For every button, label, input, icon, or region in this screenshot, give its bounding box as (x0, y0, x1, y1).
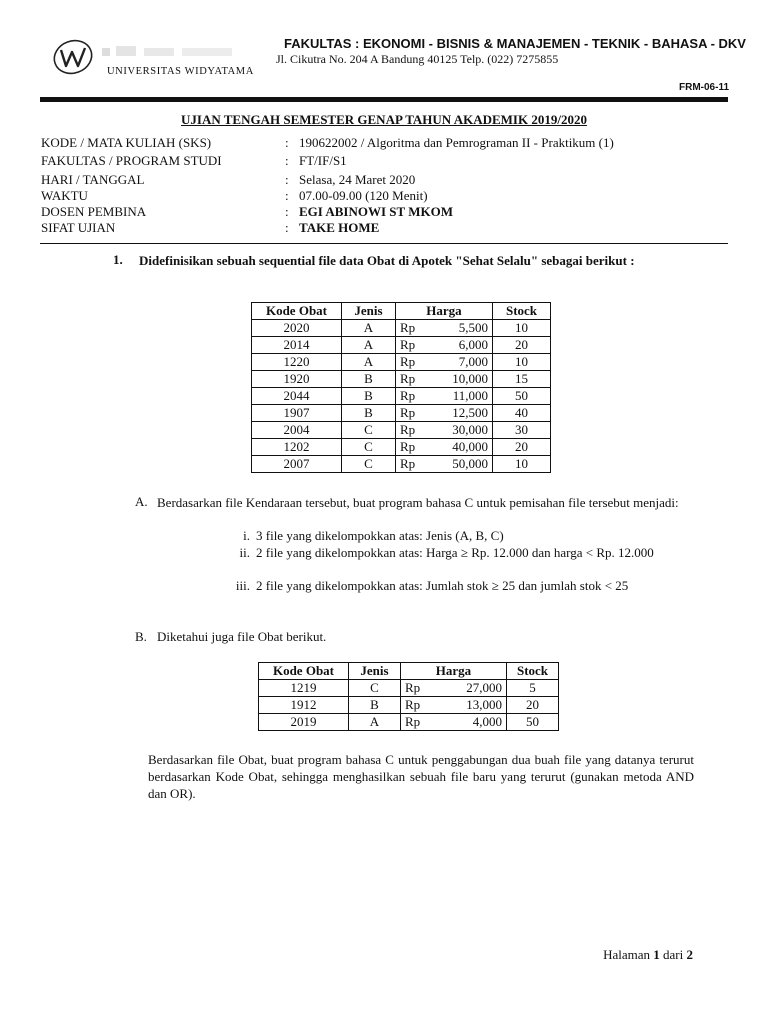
kode-cell: 2019 (259, 714, 349, 731)
form-code: FRM-06-11 (679, 82, 730, 93)
jenis-cell: C (349, 680, 401, 697)
part-a-text: Berdasarkan file Kendaraan tersebut, buat program bahasa C untuk pemisahan file tersebut menjadi: (157, 495, 679, 510)
info-value: 07.00-09.00 (120 Menit) (299, 188, 428, 203)
info-colon: : (285, 172, 289, 187)
info-label: HARI / TANGGAL (41, 172, 145, 187)
amount: 10,000 (452, 371, 488, 386)
table-row (252, 371, 551, 388)
sub-item-number: ii. (239, 545, 250, 560)
currency: Rp (400, 456, 416, 471)
table-row (259, 714, 559, 731)
address-line: Jl. Cikutra No. 204 A Bandung 40125 Telp. (022) 7275855 (276, 52, 559, 66)
amount: 5,500 (458, 320, 488, 335)
amount: 12,500 (452, 405, 488, 420)
kode-cell: 2007 (252, 456, 342, 473)
page-prefix: Halaman (603, 947, 651, 962)
amount: 27,000 (466, 680, 502, 695)
harga-cell (396, 405, 493, 422)
harga-cell (396, 354, 493, 371)
harga-cell (396, 388, 493, 405)
amount: 13,000 (466, 697, 502, 712)
stock-cell: 20 (493, 439, 551, 456)
kode-cell: 1912 (259, 697, 349, 714)
stock-cell: 40 (493, 405, 551, 422)
table-row (252, 354, 551, 371)
page-total: 2 (686, 947, 693, 962)
jenis-cell: B (342, 388, 396, 405)
stock-cell: 50 (507, 714, 559, 731)
harga-cell (396, 320, 493, 337)
currency: Rp (405, 714, 421, 729)
amount: 50,000 (452, 456, 488, 471)
table-row (252, 439, 551, 456)
kode-cell: 2044 (252, 388, 342, 405)
column-header: Jenis (349, 663, 401, 680)
jenis-cell: C (342, 456, 396, 473)
harga-cell (401, 680, 507, 697)
table-row (252, 337, 551, 354)
column-header: Stock (507, 663, 559, 680)
column-header: Jenis (342, 303, 396, 320)
harga-cell (396, 422, 493, 439)
stock-cell: 20 (507, 697, 559, 714)
stock-cell: 30 (493, 422, 551, 439)
column-header: Stock (493, 303, 551, 320)
jenis-cell: A (342, 320, 396, 337)
kode-cell: 1219 (259, 680, 349, 697)
sub-item-text: 2 file yang dikelompokkan atas: Jumlah stok ≥ 25 dan jumlah stok < 25 (256, 578, 629, 593)
currency: Rp (405, 680, 421, 695)
stock-cell: 15 (493, 371, 551, 388)
column-header: Kode Obat (252, 303, 342, 320)
info-label: KODE / MATA KULIAH (SKS) (41, 135, 212, 150)
info-label: DOSEN PEMBINA (41, 204, 147, 219)
harga-cell (396, 456, 493, 473)
sub-item-number: iii. (235, 578, 250, 593)
jenis-cell: A (342, 354, 396, 371)
university-logo (52, 36, 94, 78)
amount: 4,000 (472, 714, 502, 729)
stock-cell: 10 (493, 354, 551, 371)
obat-table-2 (258, 662, 559, 731)
sub-item-number: i. (243, 528, 250, 543)
jenis-cell: A (349, 714, 401, 731)
currency: Rp (400, 337, 416, 352)
stock-cell: 20 (493, 337, 551, 354)
page-middle: dari (663, 947, 684, 962)
jenis-cell: C (342, 422, 396, 439)
harga-cell (396, 439, 493, 456)
question-text: Didefinisikan sebuah sequential file data Obat di Apotek "Sehat Selalu" sebagai berikut : (139, 253, 635, 268)
table-row (252, 388, 551, 405)
currency: Rp (400, 422, 416, 437)
kode-cell: 1220 (252, 354, 342, 371)
kode-cell: 2020 (252, 320, 342, 337)
question-number: 1. (113, 252, 123, 267)
jenis-cell: B (342, 405, 396, 422)
faculty-line: FAKULTAS : EKONOMI - BISNIS & MANAJEMEN - TEKNIK - BAHASA - DKV (284, 36, 746, 51)
info-colon: : (285, 135, 289, 150)
stock-cell: 10 (493, 456, 551, 473)
info-colon: : (285, 204, 289, 219)
table-row (252, 405, 551, 422)
currency: Rp (400, 354, 416, 369)
info-value: 190622002 / Algoritma dan Pemrograman II - Praktikum (1) (299, 135, 614, 150)
amount: 7,000 (458, 354, 488, 369)
info-label: SIFAT UJIAN (41, 220, 116, 235)
table-row (252, 456, 551, 473)
logo-wordmark (100, 42, 240, 60)
jenis-cell: C (342, 439, 396, 456)
table-row (252, 422, 551, 439)
harga-cell (401, 714, 507, 731)
exam-title: UJIAN TENGAH SEMESTER GENAP TAHUN AKADEMIK 2019/2020 (181, 112, 587, 127)
stock-cell: 10 (493, 320, 551, 337)
table-header-row (259, 663, 559, 680)
kode-cell: 2004 (252, 422, 342, 439)
kode-cell: 1920 (252, 371, 342, 388)
info-colon: : (285, 220, 289, 235)
info-divider (40, 243, 728, 244)
currency: Rp (405, 697, 421, 712)
table-row (259, 680, 559, 697)
info-value: TAKE HOME (299, 220, 380, 235)
jenis-cell: B (342, 371, 396, 388)
table-header-row (252, 303, 551, 320)
header-divider (40, 97, 728, 102)
table-row (252, 320, 551, 337)
stock-cell: 50 (493, 388, 551, 405)
table-row (259, 697, 559, 714)
page-current: 1 (653, 947, 660, 962)
stock-cell: 5 (507, 680, 559, 697)
jenis-cell: B (349, 697, 401, 714)
closing-paragraph: Berdasarkan file Obat, buat program bahasa C untuk penggabungan dua buah file yang datanya terurut berdasarkan Kode Obat, sehingga menghasilkan sebuah file baru yang terurut (gunakan metoda AND dan OR). (148, 752, 694, 801)
amount: 30,000 (452, 422, 488, 437)
amount: 11,000 (452, 388, 488, 403)
currency: Rp (400, 439, 416, 454)
harga-cell (396, 337, 493, 354)
info-label: WAKTU (41, 188, 88, 203)
currency: Rp (400, 405, 416, 420)
info-colon: : (285, 188, 289, 203)
kode-cell: 1907 (252, 405, 342, 422)
part-b-text: Diketahui juga file Obat berikut. (157, 629, 327, 644)
part-a-label: A. (135, 494, 148, 509)
currency: Rp (400, 371, 416, 386)
info-value: EGI ABINOWI ST MKOM (299, 204, 453, 219)
info-colon: : (285, 153, 289, 168)
info-value: Selasa, 24 Maret 2020 (299, 172, 416, 187)
part-b-label: B. (135, 629, 147, 644)
currency: Rp (400, 388, 416, 403)
currency: Rp (400, 320, 416, 335)
university-name: UNIVERSITAS WIDYATAMA (107, 66, 254, 77)
sub-item-text: 3 file yang dikelompokkan atas: Jenis (A, B, C) (256, 528, 504, 543)
info-label: FAKULTAS / PROGRAM STUDI (41, 153, 222, 168)
amount: 6,000 (458, 337, 488, 352)
amount: 40,000 (452, 439, 488, 454)
column-header: Harga (396, 303, 493, 320)
obat-table (251, 302, 551, 473)
jenis-cell: A (342, 337, 396, 354)
sub-item-text: 2 file yang dikelompokkan atas: Harga ≥ Rp. 12.000 dan harga < Rp. 12.000 (256, 545, 654, 560)
page-indicator (603, 947, 693, 963)
harga-cell (401, 697, 507, 714)
kode-cell: 2014 (252, 337, 342, 354)
info-value: FT/IF/S1 (299, 153, 347, 168)
column-header: Harga (401, 663, 507, 680)
kode-cell: 1202 (252, 439, 342, 456)
column-header: Kode Obat (259, 663, 349, 680)
harga-cell (396, 371, 493, 388)
